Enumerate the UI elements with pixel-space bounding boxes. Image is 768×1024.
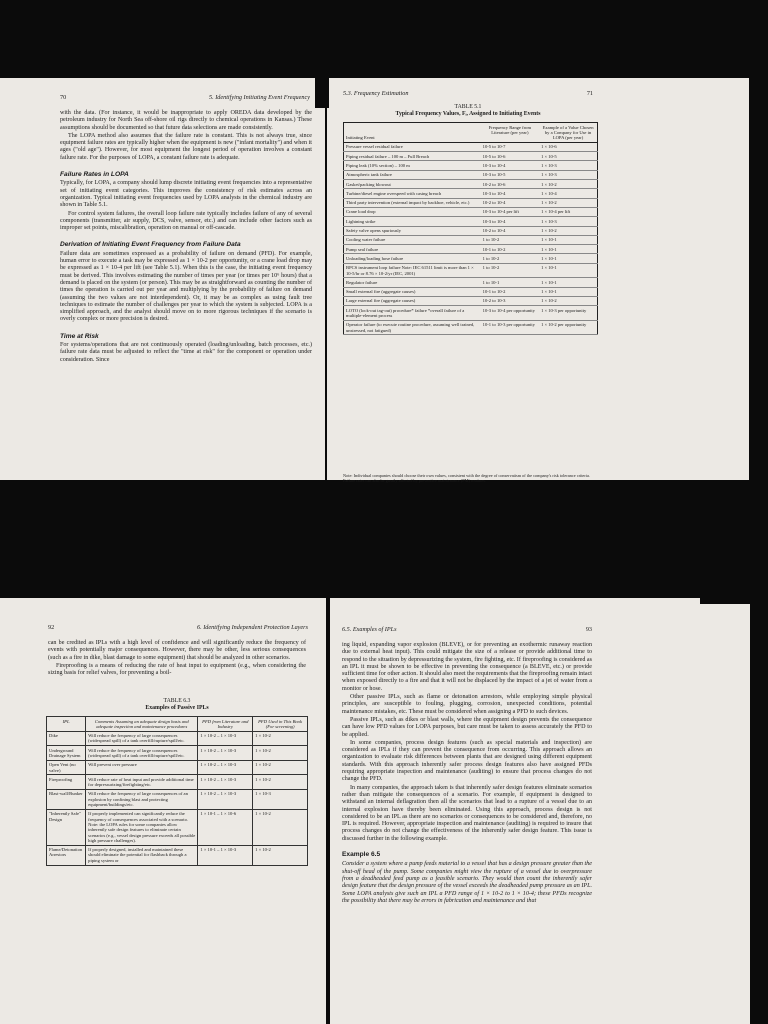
column-header: PFD Used in This Book (For screening) (253, 717, 308, 732)
table-cell: 10-3 to 10-5 (481, 170, 539, 179)
table-row (47, 809, 308, 845)
table-cell: 10-2 to 10-4 (481, 226, 539, 235)
table-row (47, 845, 308, 865)
running-head-title: 5. Identifying Initiating Event Frequency (209, 94, 310, 101)
table-cell: BPCS instrument loop failure Note: IEC 61511 limit is more than 1 × 10-5/hr or 8.76 × 10-2/yr (IEC, 2001) (344, 263, 481, 278)
table-row (47, 760, 308, 775)
table-cell: 1 × 10-2 (253, 746, 308, 761)
table-cell: 10-1 to 10-3 per opportunity (481, 320, 539, 335)
table-cell: 1 × 10-3 per opportunity (539, 306, 597, 321)
table-cell: 1 × 10-1 (539, 254, 597, 263)
table-cell: 1 to 10-2 (481, 263, 539, 278)
scan-shadow (700, 598, 750, 604)
table-cell: 1 × 10-3 (539, 170, 597, 179)
page-71 (327, 78, 749, 483)
table-cell: 10-5 to 10-7 (481, 142, 539, 151)
table-number: TABLE 6.3 (163, 698, 191, 704)
table-row (47, 789, 308, 809)
table-cell: Unloading/loading hose failure (344, 254, 481, 263)
table-row (344, 263, 598, 278)
table-row (344, 198, 598, 207)
table-cell: 10-1 to 10-2 (481, 245, 539, 254)
table-cell: 10-2 to 10-6 (481, 180, 539, 189)
table-cell: Will reduce the frequency of large consequences (widespread spill) of a tank overfill/rupture/spill/etc. (86, 746, 198, 761)
table-cell: Will reduce the frequency of large consequences of an explosion by confining blast and protecting equipment/buildings/etc. (86, 789, 198, 809)
table-cell: Cooling water failure (344, 235, 481, 244)
table-cell: 1 × 10-1 (539, 287, 597, 296)
column-header: PFD from Literature and Industry (198, 717, 253, 732)
table-row (344, 152, 598, 161)
table-cell: 1 × 10-1 (539, 278, 597, 287)
table-cell: 1 × 10-2 (539, 198, 597, 207)
paragraph: For systems/operations that are not continuously operated (loading/unloading, batch processes, etc.) failure rate data must be adjusted to reflect the "time at risk" for the component or operation under consideration. Since (60, 342, 312, 363)
table-cell: 1 × 10-3 (253, 789, 308, 809)
table-cell: 10-3 to 10-4 (481, 217, 539, 226)
column-header: IPL (47, 717, 86, 732)
table-cell: 1 × 10-1 – 1 × 10-6 (198, 809, 253, 845)
column-header: Example of a Value Chosen by a Company for Use in LOPA (per year) (539, 123, 597, 143)
table-cell: 10-2 to 10-3 (481, 296, 539, 305)
table-row (344, 278, 598, 287)
table-cell: 1 × 10-2 (253, 845, 308, 865)
table-cell: 1 to 10-2 (481, 254, 539, 263)
table-title: Typical Frequency Values, Fᵢ, Assigned to Initiating Events (395, 111, 541, 117)
table-row (344, 217, 598, 226)
table-cell: 1 × 10-1 (539, 235, 597, 244)
table-cell: 1 × 10-1 (539, 263, 597, 278)
table-cell: 1 × 10-3 (539, 161, 597, 170)
table-caption (343, 104, 593, 118)
table-cell: 1 × 10-2 (253, 775, 308, 790)
table-cell: Atmospheric tank failure (344, 170, 481, 179)
table-row (344, 245, 598, 254)
table-cell: 10-3 to 10-4 per lift (481, 207, 539, 216)
table-cell: "Inherently Safe" Design (47, 809, 86, 845)
table-row (344, 296, 598, 305)
table-cell: Safety valve opens spuriously (344, 226, 481, 235)
table-cell: Turbine/diesel engine overspeed with casing breach (344, 189, 481, 198)
page-body (342, 642, 592, 906)
running-head (60, 94, 310, 101)
table-row (344, 170, 598, 179)
page-70 (0, 78, 325, 480)
column-header: Initiating Event (344, 123, 481, 143)
table-row (344, 226, 598, 235)
column-header: Frequency Range from Literature (per year) (481, 123, 539, 143)
scan-shadow (315, 78, 329, 108)
table-note: Note: Individual companies should choose their own values, consistent with the degree of conservatism of the company's risk tolerance criteria. Failure rates can also be greatly affected by preventive maintenance (PM) routines. (343, 473, 590, 483)
running-head (343, 90, 593, 97)
table-cell: Gasket/packing blowout (344, 180, 481, 189)
table-cell: Pump seal failure (344, 245, 481, 254)
table-row (344, 142, 598, 151)
table-cell: 1 to 10-2 (481, 235, 539, 244)
table-number: TABLE 5.1 (454, 104, 482, 110)
page-number: 93 (585, 626, 592, 633)
column-header: Comments Assuming an adequate design basis and adequate inspection and maintenance procedures (86, 717, 198, 732)
paragraph: ing liquid, expanding vapor explosion (BLEVE), or for preventing an exothermic runaway reaction due to external heat input). This could mitigate the size of a release or provide additional time to respond to the situation by depressurizing the system, fire fighting, etc. If fireproofing is considered as an IPL it must be shown to be effective in preventing the consequence (a BLEVE, etc.) or provide sufficient time for other action. It should also meet the requirements that the fireproofing remain intact when exposed directly to a fire and that it will not be displaced by the impact of a jet of water from a monitor or hose. (342, 642, 592, 692)
scan-shadow (296, 548, 328, 592)
passive-ipl-table (46, 716, 308, 866)
table-cell: Will reduce the frequency of large consequences (widespread spill) of a tank overfill/rupture/spill/etc. (86, 731, 198, 746)
table-row (47, 731, 308, 746)
table-cell: Crane load drop (344, 207, 481, 216)
table-cell: Third party intervention (external impact by backhoe, vehicle, etc.) (344, 198, 481, 207)
table-cell: LOTO (lock-out tag-out) procedure* failure *overall failure of a multiple-element process (344, 306, 481, 321)
table-cell: 1 × 10-4 per lift (539, 207, 597, 216)
table-cell: Pressure vessel residual failure (344, 142, 481, 151)
paragraph: Passive IPLs, such as dikes or blast walls, where the equipment design prevents the consequence can have low PFD values for LOPA purposes, but care must be taken to assess accurately the PFD to be applied. (342, 716, 592, 738)
running-head (342, 626, 592, 633)
table-cell: 1 × 10-2 – 1 × 10-3 (198, 760, 253, 775)
table-row (344, 235, 598, 244)
table-row (344, 254, 598, 263)
section-heading: Failure Rates in LOPA (60, 171, 129, 179)
frequency-table (343, 122, 598, 335)
table-cell: Regulator failure (344, 278, 481, 287)
table-cell: 1 × 10-2 (253, 760, 308, 775)
running-head (48, 624, 308, 631)
running-head-title: 6. Identifying Independent Protection Layers (197, 624, 308, 631)
table-cell: Will prevent over pressure (86, 760, 198, 775)
example-text: Consider a system where a pump feeds material to a vessel that has a design pressure greater than the shut-off head of the pump. Some companies might view the rupture of a vessel due to overpressure from a deadheaded feed pump as a feasible scenario. They would then count the inherently safer design feature that the design pressure of the vessel exceeds the deadheaded pump pressure as an IPL. Some LOPA analysts give such an IPL a PFD range of 1 × 10-2 to 1 × 10-4; these PFDs recognize the possibility that there may be errors in fabrication and maintenance and that (342, 861, 592, 904)
table-cell: 1 × 10-2 (539, 226, 597, 235)
table-cell: 1 × 10-2 – 1 × 10-3 (198, 746, 253, 761)
paragraph: Typically, for LOPA, a company should lump discrete initiating event frequencies into a representative set of initiating event categories. This improves the consistency of risk estimates across an organization. Typical initiating event frequencies used by LOPA analysts in the chemical industry are shown in Table 5.1. (60, 180, 312, 209)
table-cell: Blast-wall/Bunker (47, 789, 86, 809)
table-cell: Open Vent (no valve) (47, 760, 86, 775)
table-cell: 1 × 10-4 (539, 189, 597, 198)
table-cell: 1 × 10-5 (539, 152, 597, 161)
example-heading: Example 6.5 (342, 851, 381, 859)
table-cell: 1 × 10-1 – 1 × 10-3 (198, 845, 253, 865)
table-cell: 10-3 to 10-4 (481, 161, 539, 170)
running-head-title: 5.3. Frequency Estimation (343, 90, 409, 97)
table-cell: 10-3 to 10-4 (481, 189, 539, 198)
table-cell: Small external fire (aggregate causes) (344, 287, 481, 296)
table-row (344, 189, 598, 198)
table-cell: Underground Drainage System (47, 746, 86, 761)
page-body (60, 110, 312, 365)
table-cell: Operator failure (to execute routine procedure, assuming well trained, unstressed, not fatigued) (344, 320, 481, 335)
table-cell: 10-5 to 10-6 (481, 152, 539, 161)
table-cell: Fireproofing (47, 775, 86, 790)
table-cell: 1 × 10-2 (253, 731, 308, 746)
table-cell: 1 × 10-2 – 1 × 10-3 (198, 775, 253, 790)
page-92 (0, 598, 326, 1024)
table-cell: Large external fire (aggregate causes) (344, 296, 481, 305)
table-row (47, 775, 308, 790)
running-head-title: 6.5. Examples of IPLs (342, 626, 397, 633)
table-cell: Flame/Detonation Arrestors (47, 845, 86, 865)
paragraph: In some companies, process design features (such as special materials and inspection) are considered as IPLs if they can prevent the consequence from occurring. This approach allows an organization to evaluate risk differences between plants that are designed using different equipment standards. With this approach inherently safer process design features also have assigned PFDs requiring appropriate inspection and maintenance (auditing) to ensure that process changes do not change the PFD. (342, 739, 592, 783)
paragraph: can be credited as IPLs with a high level of confidence and will significantly reduce the frequency of events with potentially major consequences. However, there may be other, less serious consequences (such as a fire in dike, blast damage to some equipment) that should be analyzed in other scenarios. (48, 640, 306, 661)
page-body (48, 640, 306, 678)
table-title: Examples of Passive IPLs (145, 705, 209, 711)
table-row (344, 207, 598, 216)
table-cell: Piping residual failure – 100 m – Full Breach (344, 152, 481, 161)
table-cell: 1 × 10-3 (539, 217, 597, 226)
table-cell: 1 × 10-2 per opportunity (539, 320, 597, 335)
table-row (47, 746, 308, 761)
section-heading: Time at Risk (60, 332, 99, 340)
table-cell: Dike (47, 731, 86, 746)
table-cell: 1 × 10-2 (539, 296, 597, 305)
table-cell: 1 × 10-2 – 1 × 10-3 (198, 789, 253, 809)
table-cell: 1 × 10-2 (539, 180, 597, 189)
table-cell: Will reduce rate of heat input and provide additional time for depressurizing/firefighting/etc. (86, 775, 198, 790)
table-cell: 1 × 10-2 – 1 × 10-3 (198, 731, 253, 746)
table-cell: 10-1 to 10-2 (481, 287, 539, 296)
table-row (344, 287, 598, 296)
page-number: 92 (48, 624, 55, 631)
paragraph: Failure data are sometimes expressed as a probability of failure on demand (PFD). For example, human error to execute a task may be expressed as 1 × 10-2 per opportunity, or a crane load drop may be expressed as 1 × 10-4 per lift (see Table 5.1). When this is the case, the initiating event frequency must be derived. This involves estimating the number of times per year (or times per 10⁶ hours) that a demand is placed on the system (or person). This may be as straightforward as counting the number of times the operation is carried out per year and multiplying by the probability of failure on demand (assuming the two values are not interdependent). Or, it may be as complex as using fault tree techniques to estimate the number of challenges per year to which the system is subjected. LOPA is a simplified approach, and the analyst should move on to more rigorous techniques if the scenario is overly complex or more precision is desired. (60, 250, 312, 323)
table-caption (48, 698, 306, 712)
table-cell: 1 to 10-1 (481, 278, 539, 287)
paragraph: In many companies, the approach taken is that inherently safer design features eliminate scenarios rather than mitigate the consequences of a scenario. For example, if equipment is designed to withstand an internal deflagration then all the scenarios that lead to a rupture of a vessel due to an internal explosion have thereby been eliminated. Using this approach, process design is not considered to be an IPL as there are no scenarios or consequences to be considered and, therefore, no IPL is required. However, appropriate inspection and maintenance (auditing) is required to insure that process changes do not change the effectiveness of the inherently safer design feature. This issue is discussed further in the following example. (342, 784, 592, 842)
table-cell: 10-3 to 10-4 per opportunity (481, 306, 539, 321)
paragraph: For control system failures, the overall loop failure rate typically includes failure of any of several components (transmitter, air supply, DCS, valve, sensor, etc.) and can include other factors such as improper set points, miscalibration, operation on manual or off-cascade. (60, 210, 312, 232)
table-row (344, 180, 598, 189)
page-number: 70 (60, 94, 67, 101)
table-cell: 1 × 10-1 (539, 245, 597, 254)
table-cell: If properly designed, installed and maintained these should eliminate the potential for flashback through a piping system or (86, 845, 198, 865)
table-cell: 1 × 10-2 (253, 809, 308, 845)
table-cell: Piping leak (10% section) – 100 m (344, 161, 481, 170)
page-number: 71 (586, 90, 593, 97)
paragraph: Other passive IPLs, such as flame or detonation arrestors, while employing simple physical principles, are susceptible to fouling, plugging, corrosion, unexpected conditions, potential maintenance mistakes, etc. These must be considered when assigning a PFD to such devices. (342, 694, 592, 715)
table-row (344, 306, 598, 321)
paragraph: with the data. (For instance, it would be inappropriate to apply OREDA data developed by the petroleum industry for North Sea off-shore oil rigs directly to chemical operations in Kansas.) These assumptions should be documented so that future data selections are made consistently. (60, 110, 312, 131)
section-heading: Derivation of Initiating Event Frequency from Failure Data (60, 241, 241, 249)
table-cell: If properly implemented can significantly reduce the frequency of consequences associated with a scenario. Note: the LOPA rules for some companies allow inherently safe design features to eliminate certain scenarios (e.g., vessel design pressure exceeds all possible high pressure challenges). (86, 809, 198, 845)
table-row (344, 320, 598, 335)
table-cell: Lightning strike (344, 217, 481, 226)
paragraph: The LOPA method also assumes that the failure rate is constant. This is not always true, since equipment failure rates are typically higher when the equipment is new ("infant mortality") and when it ages ("old age"). However, for most equipment the longest period of operation involves a constant failure rate. For the purposes of LOPA, a constant failure rate is adequate. (60, 132, 312, 161)
table-row (344, 161, 598, 170)
table-cell: 1 × 10-6 (539, 142, 597, 151)
table-cell: 10-2 to 10-4 (481, 198, 539, 207)
paragraph: Fireproofing is a means of reducing the rate of heat input to equipment (e.g., when considering the sizing basis for relief valves, for preventing a boil- (48, 662, 306, 677)
page-93 (330, 598, 750, 1024)
